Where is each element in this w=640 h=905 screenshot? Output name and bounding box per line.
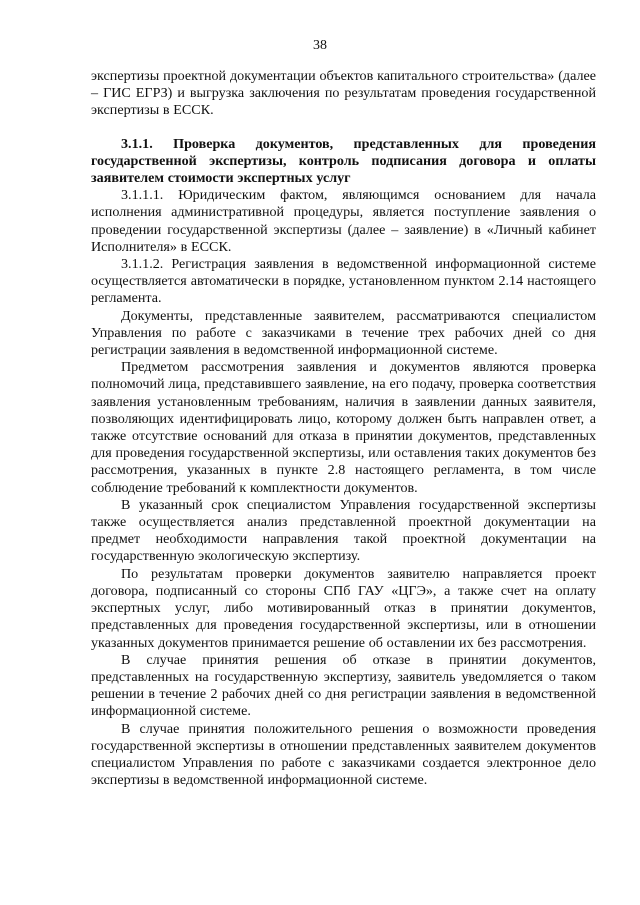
section-heading: 3.1.1. Проверка документов, представленных для проведения государственной экспертизы, контроль подписания договора и оплаты заявителем стоимости экспертных услуг [91, 135, 596, 187]
intro-paragraph: экспертизы проектной документации объектов капитального строительства» (далее – ГИС ЕГРЗ) и выгрузка заключения по результатам проведения государственной экспертизы в ЕССК. [91, 68, 596, 119]
paragraph-ecological-expertise: В указанный срок специалистом Управления государственной экспертизы также осуществляется анализ представленной проектной документации на предмет необходимости направления такой проектной документации на государственную экологическую экспертизу. [91, 496, 596, 565]
page-content [91, 68, 596, 789]
paragraph-3-1-1-1: 3.1.1.1. Юридическим фактом, являющимся основанием для начала исполнения административной процедуры, является поступление заявления о проведении государственной экспертизы (далее – заявление) в «Личный кабинет Исполнителя» в ЕССК. [91, 187, 596, 255]
paragraph-documents-review: Документы, представленные заявителем, рассматриваются специалистом Управления по работе с заказчиками в течение трех рабочих дней со дня регистрации заявления в ведомственной информационной системе. [91, 307, 596, 359]
paragraph-review-subject: Предметом рассмотрения заявления и документов являются проверка полномочий лица, представившего заявление, на его подачу, проверка соответствия заявления установленным требованиям, наличия в заявлении данных заявителя, позволяющих идентифицировать лицо, которому должен быть направлен ответ, а также отсутствие оснований для отказа в принятии документов, представленных для проведения государственной экспертизы, или оставления таких документов без рассмотрения, указанных в пункте 2.8 настоящего регламента, в том числе соблюдение требований к комплектности документов. [91, 359, 596, 496]
paragraph-3-1-1-2: 3.1.1.2. Регистрация заявления в ведомственной информационной системе осуществляется автоматически в порядке, установленном пунктом 2.14 настоящего регламента. [91, 256, 596, 307]
paragraph-positive-decision: В случае принятия положительного решения о возможности проведения государственной экспертизы в отношении представленных заявителем документов специалистом Управления по работе с заказчиками создается электронное дело экспертизы в ведомственной информационной системе. [91, 720, 596, 789]
paragraph-refusal-notice: В случае принятия решения об отказе в принятии документов, представленных на государственную экспертизу, заявитель уведомляется о таком решении в течение 2 рабочих дней со дня регистрации заявления в ведомственной информационной системе. [91, 651, 596, 720]
paragraph-check-results: По результатам проверки документов заявителю направляется проект договора, подписанный со стороны СПб ГАУ «ЦГЭ», а также счет на оплату экспертных услуг, либо мотивированный отказ в принятии документов, представленных для проведения государственной экспертизы, или в отношении указанных документов принимается решение об оставлении их без рассмотрения. [91, 565, 596, 651]
page-number: 38 [313, 38, 327, 53]
